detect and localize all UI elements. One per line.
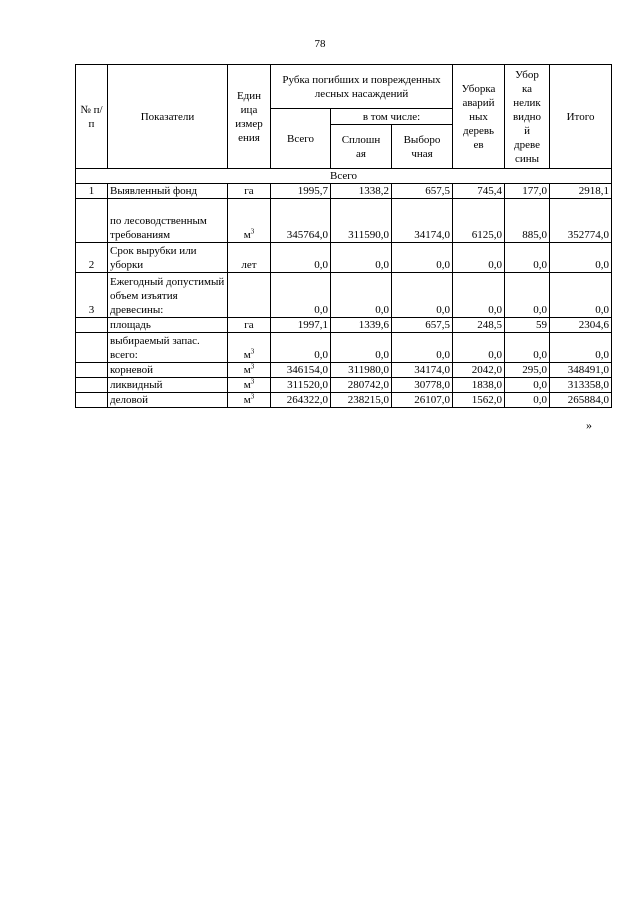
cell-illiquid: 0,0	[505, 273, 550, 318]
header-illiquid: Убор ка нелик видно й древе сины	[505, 65, 550, 169]
cell-selective: 0,0	[392, 333, 453, 363]
cell-clear: 238215,0	[331, 393, 392, 408]
row-unit: га	[228, 318, 271, 333]
cell-emergency: 6125,0	[453, 199, 505, 243]
row-num	[76, 199, 108, 243]
cell-emergency: 0,0	[453, 273, 505, 318]
cell-clear: 280742,0	[331, 378, 392, 393]
cell-itogo: 265884,0	[550, 393, 612, 408]
cell-illiquid: 295,0	[505, 363, 550, 378]
forest-report-table	[75, 64, 612, 408]
cell-itogo: 2304,6	[550, 318, 612, 333]
cell-illiquid: 59	[505, 318, 550, 333]
cell-clear: 1339,6	[331, 318, 392, 333]
cell-total: 1995,7	[271, 184, 331, 199]
row-label: площадь	[108, 318, 228, 333]
cell-itogo: 313358,0	[550, 378, 612, 393]
row-unit: $м^3$	[228, 363, 271, 378]
row-num: 1	[76, 184, 108, 199]
cell-selective: 34174,0	[392, 363, 453, 378]
cell-clear: 0,0	[331, 243, 392, 273]
cell-illiquid: 0,0	[505, 243, 550, 273]
row-num	[76, 393, 108, 408]
cell-itogo: 348491,0	[550, 363, 612, 378]
cell-clear: 1338,2	[331, 184, 392, 199]
header-clear-cut: Сплошн ая	[331, 125, 392, 169]
cell-emergency: 1838,0	[453, 378, 505, 393]
cell-emergency: 745,4	[453, 184, 505, 199]
header-num: № п/п	[76, 65, 108, 169]
header-total: Всего	[271, 109, 331, 169]
cell-illiquid: 0,0	[505, 333, 550, 363]
table-row	[76, 333, 612, 363]
row-num	[76, 333, 108, 363]
header-felling-group: Рубка погибших и поврежденных лесных насаждений	[271, 65, 453, 109]
cell-total: 0,0	[271, 333, 331, 363]
header-unit: Един ица измер ения	[228, 65, 271, 169]
row-num: 2	[76, 243, 108, 273]
cell-itogo: 0,0	[550, 243, 612, 273]
row-unit: лет	[228, 243, 271, 273]
row-label: Срок вырубки или уборки	[108, 243, 228, 273]
cell-clear: 311590,0	[331, 199, 392, 243]
cell-total: 311520,0	[271, 378, 331, 393]
row-unit	[228, 273, 271, 318]
row-unit: га	[228, 184, 271, 199]
cell-selective: 34174,0	[392, 199, 453, 243]
cell-selective: 26107,0	[392, 393, 453, 408]
cell-illiquid: 885,0	[505, 199, 550, 243]
row-label: Выявленный фонд	[108, 184, 228, 199]
row-unit: $м^3$	[228, 199, 271, 243]
section-label: Всего	[76, 169, 612, 184]
row-num	[76, 378, 108, 393]
row-label: Ежегодный допустимый объем изъятия древесины:	[108, 273, 228, 318]
cell-emergency: 2042,0	[453, 363, 505, 378]
row-unit: $м^3$	[228, 333, 271, 363]
cell-total: 0,0	[271, 243, 331, 273]
table-row	[76, 243, 612, 273]
cell-total: 1997,1	[271, 318, 331, 333]
table-row	[76, 378, 612, 393]
header-emergency: Уборка аварий ных деревь ев	[453, 65, 505, 169]
row-label: ликвидный	[108, 378, 228, 393]
cell-selective: 0,0	[392, 273, 453, 318]
row-num: 3	[76, 273, 108, 318]
row-label: деловой	[108, 393, 228, 408]
cell-emergency: 0,0	[453, 243, 505, 273]
table-row	[76, 199, 612, 243]
cell-selective: 657,5	[392, 184, 453, 199]
row-label: выбираемый запас. всего:	[108, 333, 228, 363]
cell-itogo: 0,0	[550, 333, 612, 363]
row-unit: $м^3$	[228, 393, 271, 408]
cell-selective: 657,5	[392, 318, 453, 333]
cell-selective: 30778,0	[392, 378, 453, 393]
cell-itogo: 2918,1	[550, 184, 612, 199]
cell-clear: 311980,0	[331, 363, 392, 378]
cell-emergency: 248,5	[453, 318, 505, 333]
header-including: в том числе:	[331, 109, 453, 125]
header-indicators: Показатели	[108, 65, 228, 169]
closing-quote: »	[586, 418, 592, 432]
cell-clear: 0,0	[331, 333, 392, 363]
table-row	[76, 393, 612, 408]
cell-total: 0,0	[271, 273, 331, 318]
cell-clear: 0,0	[331, 273, 392, 318]
row-num	[76, 363, 108, 378]
row-label: корневой	[108, 363, 228, 378]
cell-selective: 0,0	[392, 243, 453, 273]
page-number: 78	[314, 38, 326, 50]
cell-itogo: 0,0	[550, 273, 612, 318]
cell-illiquid: 0,0	[505, 393, 550, 408]
row-unit: $м^3$	[228, 378, 271, 393]
row-label: по лесоводственным требованиям	[108, 199, 228, 243]
header-selective: Выборо чная	[392, 125, 453, 169]
cell-illiquid: 0,0	[505, 378, 550, 393]
cell-illiquid: 177,0	[505, 184, 550, 199]
cell-emergency: 1562,0	[453, 393, 505, 408]
table-row	[76, 363, 612, 378]
cell-itogo: 352774,0	[550, 199, 612, 243]
cell-emergency: 0,0	[453, 333, 505, 363]
header-itogo: Итого	[550, 65, 612, 169]
table-row	[76, 318, 612, 333]
cell-total: 264322,0	[271, 393, 331, 408]
table-row	[76, 184, 612, 199]
table-row	[76, 273, 612, 318]
cell-total: 346154,0	[271, 363, 331, 378]
row-num	[76, 318, 108, 333]
cell-total: 345764,0	[271, 199, 331, 243]
